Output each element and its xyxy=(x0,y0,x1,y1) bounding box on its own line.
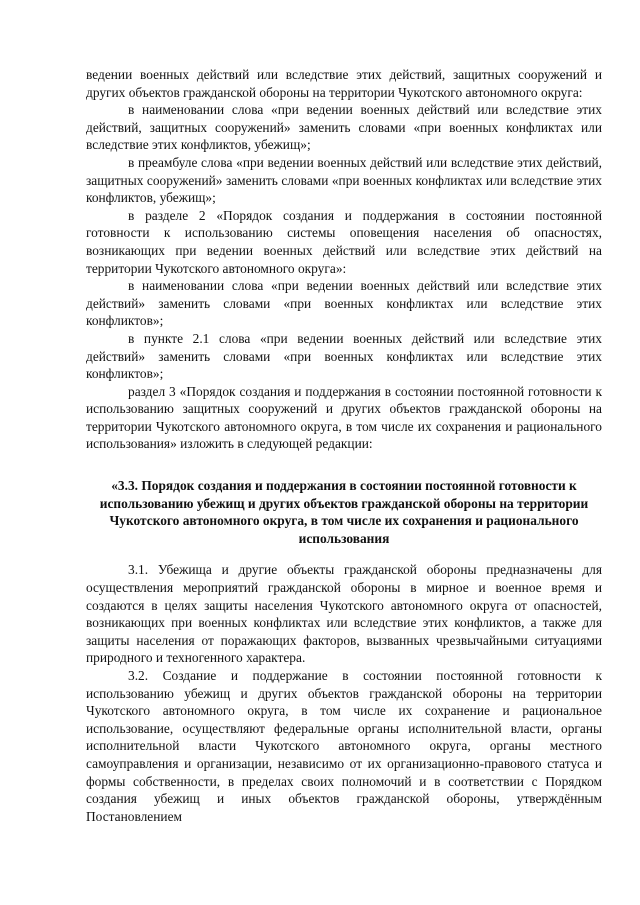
paragraph-continuation: ведении военных действий или вследствие этих действий, защитных сооружений и других объектов гражданской обороны на территории Чукотского автономного округа: xyxy=(86,67,602,100)
paragraph-section-2: в разделе 2 «Порядок создания и поддержания в состоянии постоянной готовности к использованию системы оповещения населения об опасностях, возникающих при ведении военных действий или вследствие этих действий на территории Чукотского автономного округа»: xyxy=(86,207,602,276)
paragraph-clause-3-2: 3.2. Создание и поддержание в состоянии постоянной готовности к использованию убежищ и других объектов гражданской обороны на территории Чукотского автономного округа, в том числе их сохранение и рациональное использование, осуществляют федеральные органы исполнительной власти, органы исполнительной власти Чукотского автономного округа, органы местного самоуправления и организации, независимо от их организационно-правового статуса и формы собственности, в пределах своих полномочий и в соответствии с Порядком создания убежищ и иных объектов гражданской обороны, утверждённым Постановлением xyxy=(86,668,602,824)
paragraph-section-3: раздел 3 «Порядок создания и поддержания в состоянии постоянной готовности к использованию защитных сооружений и других объектов гражданской обороны на территории Чукотского автономного округа, в том числе их сохранения и рационального использования» изложить в следующей редакции: xyxy=(86,383,602,452)
paragraph-name-change: в наименовании слова «при ведении военных действий или вследствие этих действий, защитных сооружений» заменить словами «при военных конфликтах или вследствие этих конфликтов, убежищ»; xyxy=(86,102,602,153)
paragraph-section-2-name-change: в наименовании слова «при ведении военных действий или вследствие этих действий» заменить словами «при военных конфликтах или вследствие этих конфликтов»; xyxy=(86,278,602,329)
document-page xyxy=(86,66,602,825)
paragraph-clause-3-1: 3.1. Убежища и другие объекты гражданской обороны предназначены для осуществления мероприятий гражданской обороны в мирное и военное время и создаются в целях защиты населения Чукотского автономного округа от опасностей, возникающих при военных конфликтах или вследствие этих конфликтов, а также для защиты населения от поражающих факторов, вызванных чрезвычайными ситуациями природного и техногенного характера. xyxy=(86,562,602,666)
paragraph-clause-2-1-change: в пункте 2.1 слова «при ведении военных действий или вследствие этих действий» заменить словами «при военных конфликтах или вследствие этих конфликтов»; xyxy=(86,330,602,382)
paragraph-preamble-change: в преамбуле слова «при ведении военных действий или вследствие этих действий, защитных сооружений» заменить словами «при военных конфликтах или вследствие этих конфликтов, убежищ»; xyxy=(86,154,602,206)
section-heading: «3.3. Порядок создания и поддержания в состоянии постоянной готовности к использованию убежищ и других объектов гражданской обороны на территории Чукотского автономного округа, в том числе их сохранения и рационального использования xyxy=(99,478,589,546)
